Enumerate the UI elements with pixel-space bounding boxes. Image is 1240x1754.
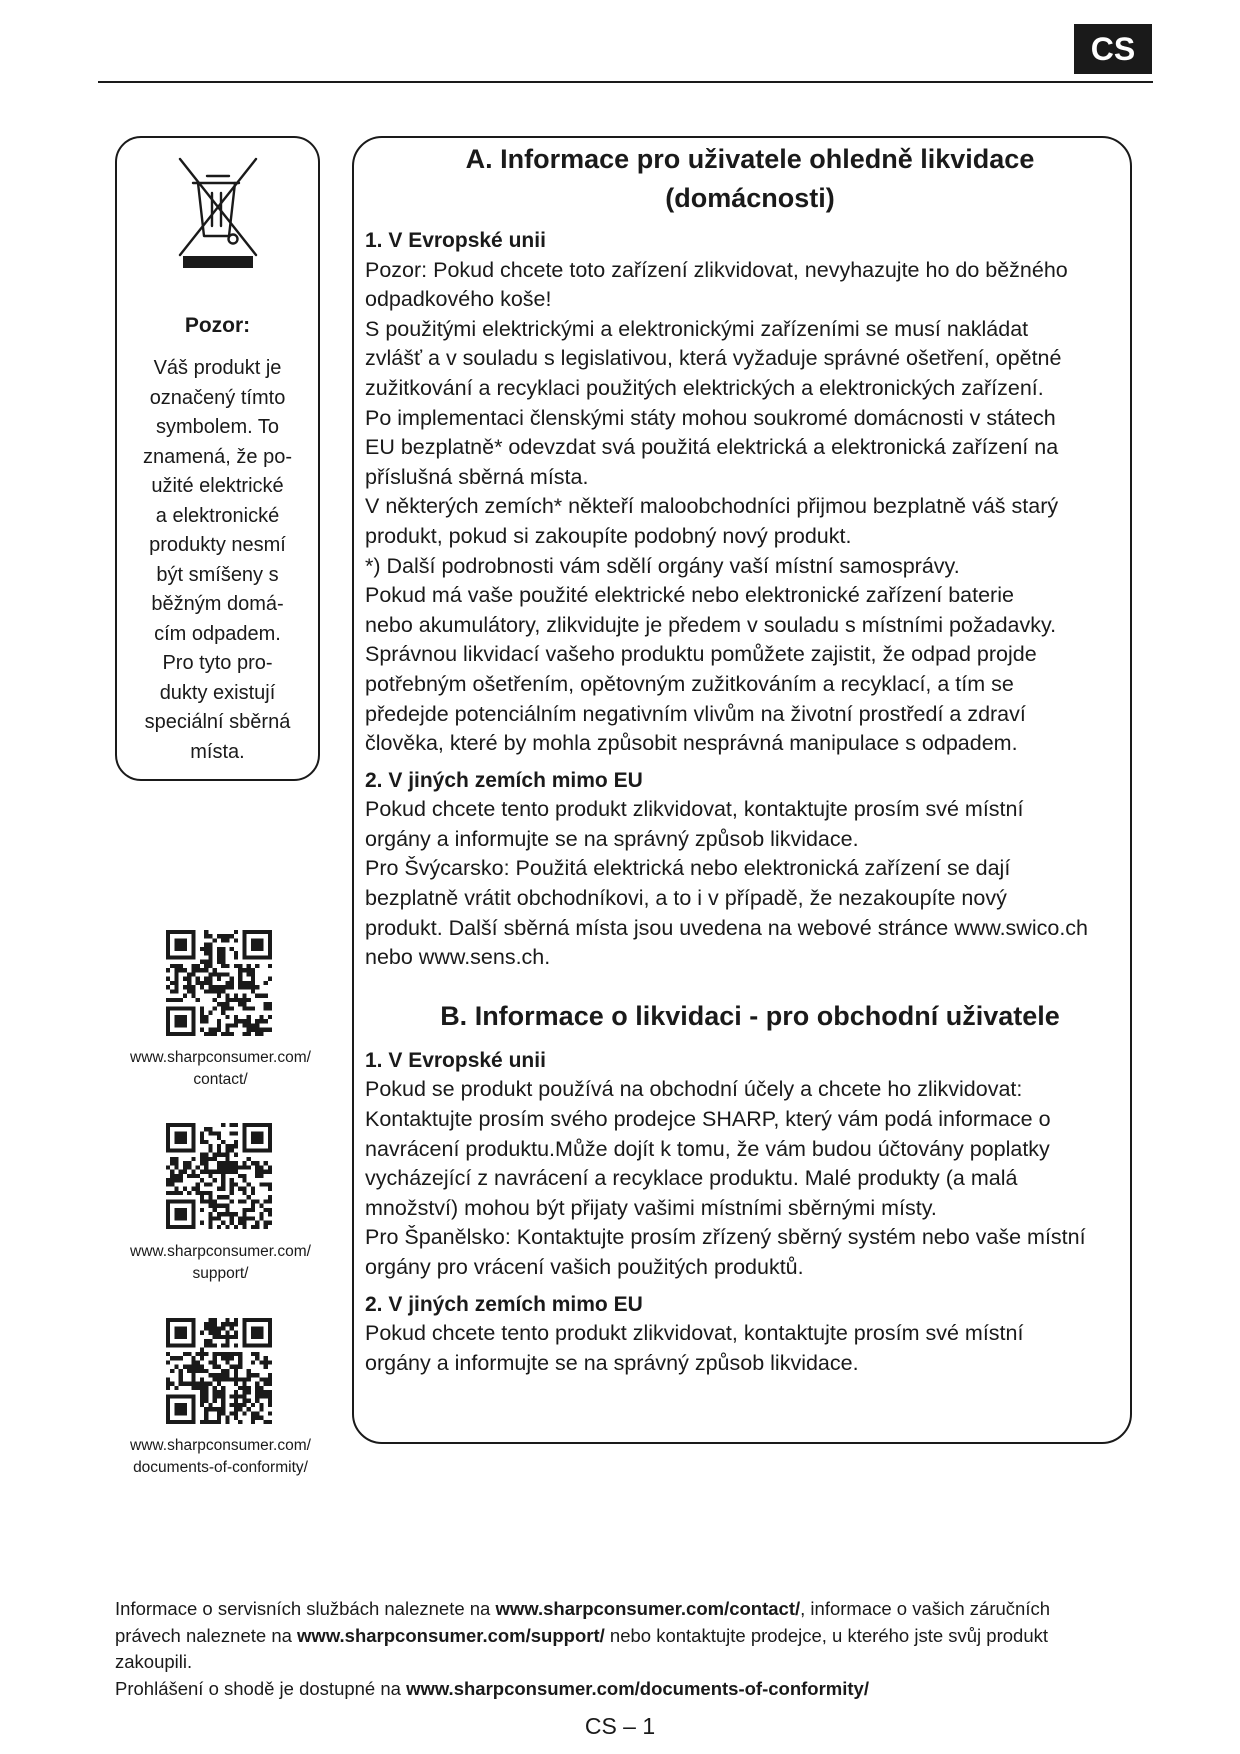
text-line: Pozor: Pokud chcete toto zařízení zlikvidovat, nevyhazujte ho do běžného <box>365 257 1068 282</box>
text-line: vycházející z navrácení a recyklace produktu. Malé produkty (a malá <box>365 1166 1018 1191</box>
qr-code-icon <box>166 930 272 1036</box>
section-b-sub1-text <box>365 1075 1135 1282</box>
footer-line <box>115 1676 1155 1703</box>
text-line: EU bezplatně* odevzdat svá použitá elektrická a elektronická zařízení na <box>365 435 1059 460</box>
qr-url-line: documents-of-conformity/ <box>133 1459 308 1476</box>
section-a-sub2-text <box>365 795 1135 973</box>
footer-line: zakoupili. <box>115 1651 193 1672</box>
warning-line: být smíšeny s <box>156 563 279 586</box>
text-line: Pokud chcete tento produkt zlikvidovat, kontaktujte prosím své místní <box>365 797 1024 822</box>
text-line: zvlášť a v souladu s legislativou, která vyžaduje správné ošetření, opětné <box>365 346 1062 371</box>
text-line: předejde potenciálním negativním vlivům na životní prostředí a zdraví <box>365 701 1026 726</box>
footer-text: právech naleznete na <box>115 1624 298 1646</box>
footer-line <box>115 1596 1155 1623</box>
warning-line: označený tímto <box>149 386 286 409</box>
header-rule <box>98 81 1153 83</box>
warning-line: symbolem. To <box>155 416 279 438</box>
section-a-sub1-text <box>365 256 1135 759</box>
section-b-title: B. Informace o likvidaci - pro obchodní uživatele <box>440 1000 1060 1031</box>
section-a-sub1-title: 1. V Evropské unii <box>365 229 546 252</box>
warning-line: Váš produkt je <box>153 357 282 379</box>
qr-code-icon <box>166 1123 272 1229</box>
warning-line: produkty nesmí <box>149 534 286 556</box>
footer-service-info <box>115 1596 1155 1702</box>
footer-link-conformity[interactable]: www.sharpconsumer.com/documents-of-conformity/ <box>406 1677 869 1699</box>
section-a-title-line: (domácnosti) <box>665 183 835 213</box>
qr-code-icon <box>166 1318 272 1424</box>
text-line: člověka, které by mohla způsobit nesprávná manipulace s odpadem. <box>365 731 1018 756</box>
text-line: Kontaktujte prosím svého prodejce SHARP, který vám podá informace o <box>365 1107 1051 1132</box>
warning-text <box>125 354 310 767</box>
text-line: *) Další podrobnosti vám sdělí orgány vaší místní samosprávy. <box>365 553 960 578</box>
footer-link-support[interactable]: www.sharpconsumer.com/support/ <box>297 1624 605 1646</box>
section-b-sub2-title: 2. V jiných zemích mimo EU <box>365 1292 643 1316</box>
crossed-out-wheelie-bin-icon <box>177 156 259 268</box>
text-line: Správnou likvidací vašeho produktu pomůžete zajistit, že odpad projde <box>365 642 1037 667</box>
warning-line: cím odpadem. <box>154 622 281 645</box>
text-line: nebo www.sens.ch. <box>365 945 551 970</box>
text-line: zužitkování a recyklaci použitých elektrických a elektronických zařízení. <box>365 375 1044 400</box>
text-line: bezplatně vrátit obchodníkovi, a to i v případě, že nezakoupíte nový <box>365 886 1007 911</box>
text-line: orgány a informujte se na správný způsob likvidace. <box>365 1350 859 1375</box>
disposal-info-content <box>365 140 1135 1378</box>
text-line: S použitými elektrickými a elektronickými zařízeními se musí nakládat <box>365 316 1029 341</box>
qr-url-contact[interactable] <box>98 1047 343 1091</box>
warning-line: a elektronické <box>155 504 280 527</box>
weee-warning-box <box>115 136 320 781</box>
qr-url-line: www.sharpconsumer.com/ <box>130 1437 311 1454</box>
warning-line: Pro tyto pro- <box>162 652 273 674</box>
warning-line: běžným domá- <box>151 593 284 615</box>
text-line: nebo akumulátory, zlikvidujte je předem v souladu s místními požadavky. <box>365 612 1057 637</box>
text-line: Po implementaci členskými státy mohou soukromé domácnosti v státech <box>365 405 1056 430</box>
qr-url-line: support/ <box>192 1265 249 1282</box>
text-line: množství) mohou být přijaty vašimi místními sběrnými místy. <box>365 1195 937 1220</box>
footer-line <box>115 1623 1155 1650</box>
footer-notes <box>115 1596 1155 1702</box>
warning-title: Pozor: <box>184 314 251 337</box>
section-a-title-line: A. Informace pro uživatele ohledně likvidace <box>465 144 1035 174</box>
text-line: produkt. Další sběrná místa jsou uvedena na webové stránce www.swico.ch <box>365 915 1089 940</box>
text-line: příslušná sběrná místa. <box>365 464 589 489</box>
text-line: Pokud se produkt používá na obchodní účely a chcete ho zlikvidovat: <box>365 1077 1023 1102</box>
warning-line: dukty existují <box>159 681 276 704</box>
text-line: produkt, pokud si zakoupíte podobný nový produkt. <box>365 523 852 548</box>
text-line: potřebným ošetřením, opětovným zužitkováním a recyklací, a tím se <box>365 671 1014 696</box>
qr-url-line: contact/ <box>193 1071 248 1088</box>
text-line: Pro Švýcarsko: Použitá elektrická nebo elektronická zařízení se dají <box>365 856 1011 881</box>
qr-url-line: www.sharpconsumer.com/ <box>130 1049 311 1066</box>
warning-line: speciální sběrná <box>144 711 291 733</box>
text-line: orgány a informujte se na správný způsob likvidace. <box>365 826 859 851</box>
text-line: Pro Španělsko: Kontaktujte prosím zřízený sběrný systém nebo vaše místní <box>365 1225 1086 1250</box>
section-b-sub1-title: 1. V Evropské unii <box>365 1048 546 1072</box>
text-line: V některých zemích* někteří maloobchodníci přijmou bezplatně váš starý <box>365 494 1059 519</box>
text-line: Pokud má vaše použité elektrické nebo elektronické zařízení baterie <box>365 583 1014 608</box>
text-line: orgány pro vrácení vašich použitých produktů. <box>365 1255 804 1279</box>
section-b-sub2-text <box>365 1319 1135 1378</box>
text-line: navrácení produktu.Může dojít k tomu, že vám budou účtovány poplatky <box>365 1136 1050 1161</box>
warning-line: místa. <box>190 740 245 763</box>
qr-url-support[interactable] <box>98 1241 343 1285</box>
text-line: odpadkového koše! <box>365 287 552 312</box>
text-line: Pokud chcete tento produkt zlikvidovat, kontaktujte prosím své místní <box>365 1321 1024 1346</box>
footer-text: Prohlášení o shodě je dostupné na <box>115 1677 407 1699</box>
warning-line: užité elektrické <box>151 475 284 497</box>
section-a-title <box>365 140 1135 226</box>
qr-url-line: www.sharpconsumer.com/ <box>130 1243 311 1260</box>
footer-text: Informace o servisních službách naleznete na <box>115 1598 496 1619</box>
language-badge-label: CS <box>1090 30 1136 67</box>
footer-text: nebo kontaktujte prodejce, u kterého jste svůj produkt <box>604 1624 1049 1646</box>
qr-url-conformity[interactable] <box>98 1435 343 1479</box>
warning-line: znamená, že po- <box>143 445 292 468</box>
page-number: CS – 1 <box>584 1713 656 1739</box>
footer-link-contact[interactable]: www.sharpconsumer.com/contact/ <box>495 1598 801 1619</box>
language-badge <box>1074 24 1152 74</box>
section-a-sub2-title: 2. V jiných zemích mimo EU <box>365 768 643 792</box>
footer-text: , informace o vašich záručních <box>800 1598 1051 1619</box>
